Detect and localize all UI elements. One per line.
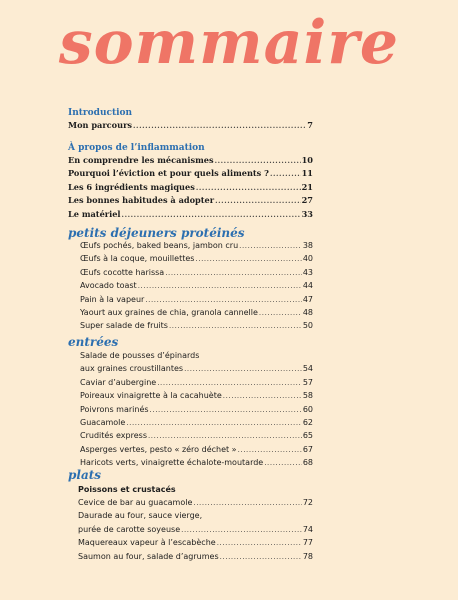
toc-entry[interactable]: Pourquoi l’éviction et pour quels aliments ? ..... 11 [68,167,313,180]
toc-entry[interactable]: Le matériel ..... 33 [68,208,313,221]
toc-entry[interactable]: Crudités express ..... 65 [68,429,313,442]
toc-petits-dejeuners [68,239,313,333]
toc-entry[interactable]: Cevice de bar au guacamole ..... 72 [68,496,313,509]
page-title: sommaire [58,8,400,78]
toc-entry[interactable]: Œufs pochés, baked beans, jambon cru ..... 38 [68,239,313,252]
toc-entry[interactable]: Maquereaux vapeur à l’escabèche ..... 77 [68,536,313,549]
toc-entry-first-line: Salade de pousses d’épinards [80,351,200,360]
toc-entry[interactable]: Saumon au four, salade d’agrumes ..... 78 [68,550,313,563]
toc-entry[interactable]: Yaourt aux graines de chia, granola cannelle ..... 48 [68,306,313,319]
toc-entry[interactable]: Caviar d’aubergine ..... 57 [68,376,313,389]
toc-entry[interactable]: Poireaux vinaigrette à la cacahuète ..... 58 [68,389,313,402]
toc-introduction [68,119,313,132]
toc-plats [68,483,313,563]
toc-entry[interactable]: Avocado toast ..... 44 [68,279,313,292]
section-heading-introduction: Introduction [68,108,133,118]
toc-entry[interactable]: purée de carotte soyeuse ..... 74 [68,523,313,536]
toc-entry[interactable]: Mon parcours ..... 7 [68,119,313,132]
toc-entry[interactable]: Poivrons marinés ..... 60 [68,403,313,416]
toc-entry[interactable]: Super salade de fruits ..... 50 [68,319,313,332]
section-heading-inflammation: À propos de l’inflammation [68,143,205,153]
toc-entry[interactable]: En comprendre les mécanismes ..... 10 [68,154,313,167]
toc-entry[interactable]: Œufs cocotte harissa ..... 43 [68,266,313,279]
section-heading-entrees: entrées [68,335,119,349]
toc-entry[interactable]: Haricots verts, vinaigrette échalote-moutarde ..... 68 [68,456,313,469]
toc-entry[interactable]: Asperges vertes, pesto « zéro déchet » ..... 67 [68,443,313,456]
toc-entry[interactable]: Guacamole ..... 62 [68,416,313,429]
toc-entry[interactable]: Pain à la vapeur ..... 47 [68,293,313,306]
toc-subheading: Poissons et crustacés [78,485,176,494]
toc-entry[interactable]: Les 6 ingrédients magiques ..... 21 [68,181,313,194]
section-heading-petits-dejeuners: petits déjeuners protéinés [68,226,245,240]
toc-inflammation [68,154,313,221]
toc-entry[interactable]: Œufs à la coque, mouillettes ..... 40 [68,252,313,265]
toc-entrees [68,349,313,470]
toc-entry-first-line: Daurade au four, sauce vierge, [78,511,203,521]
toc-entry[interactable]: aux graines croustillantes ..... 54 [68,362,313,375]
toc-entry[interactable]: Les bonnes habitudes à adopter ..... 27 [68,194,313,207]
section-heading-plats: plats [68,468,102,482]
